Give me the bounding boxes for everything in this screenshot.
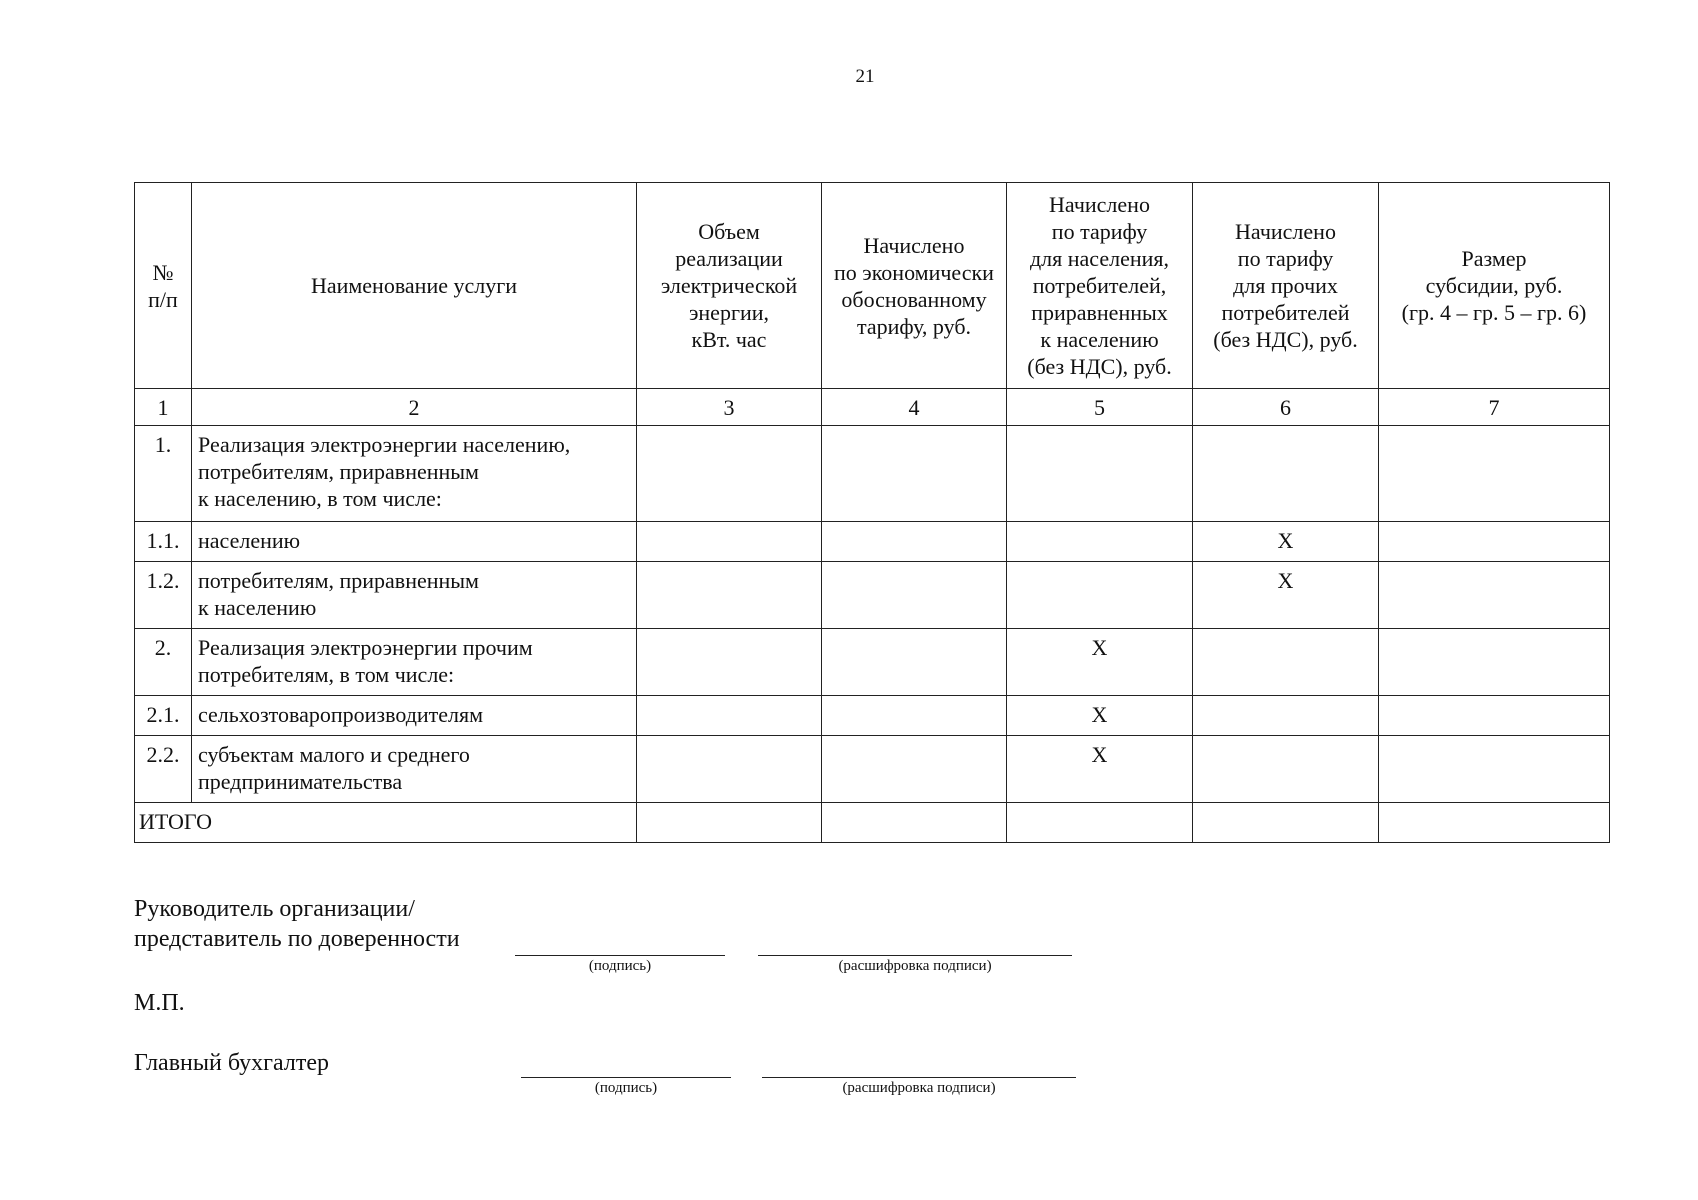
data-cell-col-7 <box>1379 562 1610 629</box>
data-cell-col-6: X <box>1193 522 1379 562</box>
data-cell-col-5 <box>1007 426 1193 522</box>
head-signature-caption: (подпись) <box>588 958 652 974</box>
data-cell-col-7 <box>1379 426 1610 522</box>
service-name: Реализация электроэнергии прочим потребителям, в том числе: <box>192 629 637 696</box>
column-number-6: 6 <box>1193 389 1379 426</box>
data-cell-col-7 <box>1379 696 1610 736</box>
column-header-2: Наименование услуги <box>192 183 637 389</box>
data-cell-col-7 <box>1379 522 1610 562</box>
data-cell-col-6 <box>1193 696 1379 736</box>
data-cell-col-5 <box>1007 562 1193 629</box>
data-cell-col-5 <box>1007 522 1193 562</box>
column-number-3: 3 <box>637 389 822 426</box>
row-number: 1. <box>135 426 192 522</box>
accountant-label: Главный бухгалтер <box>134 1050 329 1076</box>
column-header-6: Начислено по тарифу для прочих потребителей (без НДС), руб. <box>1193 183 1379 389</box>
data-cell-col-4 <box>822 629 1007 696</box>
column-number-5: 5 <box>1007 389 1193 426</box>
head-decoding-line <box>758 955 1072 956</box>
column-number-4: 4 <box>822 389 1007 426</box>
head-label-line1: Руководитель организации/ <box>134 896 415 922</box>
service-name: субъектам малого и среднего предпринимательства <box>192 736 637 803</box>
data-cell-col-7 <box>1379 736 1610 803</box>
service-name: населению <box>192 522 637 562</box>
column-header-5: Начислено по тарифу для населения, потребителей, приравненных к населению (без НДС), руб. <box>1007 183 1193 389</box>
data-cell-col-6 <box>1193 629 1379 696</box>
column-header-7: Размер субсидии, руб. (гр. 4 – гр. 5 – гр. 6) <box>1379 183 1610 389</box>
page-number: 21 <box>855 66 875 87</box>
head-label-line2: представитель по доверенности <box>134 926 460 952</box>
service-name: потребителям, приравненным к населению <box>192 562 637 629</box>
data-cell-col-6 <box>1193 426 1379 522</box>
data-cell-col-3 <box>637 736 822 803</box>
data-cell-col-3 <box>637 426 822 522</box>
column-header-3: Объем реализации электрической энергии, кВт. час <box>637 183 822 389</box>
data-cell-col-3 <box>637 629 822 696</box>
data-cell-col-4 <box>822 736 1007 803</box>
data-cell-col-3 <box>637 522 822 562</box>
row-number: 1.1. <box>135 522 192 562</box>
row-number: 1.2. <box>135 562 192 629</box>
subsidy-table <box>134 182 1610 843</box>
data-cell-col-4 <box>822 426 1007 522</box>
data-cell-col-6 <box>1193 736 1379 803</box>
total-cell-col-5 <box>1007 803 1193 843</box>
total-cell-col-4 <box>822 803 1007 843</box>
total-label: ИТОГО <box>135 803 637 843</box>
row-number: 2. <box>135 629 192 696</box>
data-cell-col-5: X <box>1007 696 1193 736</box>
table-body <box>135 389 1610 843</box>
head-decoding-caption: (расшифровка подписи) <box>838 958 992 974</box>
data-cell-col-7 <box>1379 629 1610 696</box>
accountant-decoding-caption: (расшифровка подписи) <box>842 1080 996 1096</box>
service-name: Реализация электроэнергии населению, потребителям, приравненным к населению, в том числе: <box>192 426 637 522</box>
column-header-1: № п/п <box>135 183 192 389</box>
head-signature-line <box>515 955 725 956</box>
row-number: 2.2. <box>135 736 192 803</box>
column-numbers-row <box>135 389 1610 426</box>
data-cell-col-4 <box>822 562 1007 629</box>
header-row <box>135 183 1610 389</box>
column-number-7: 7 <box>1379 389 1610 426</box>
data-cell-col-3 <box>637 562 822 629</box>
data-cell-col-3 <box>637 696 822 736</box>
data-cell-col-4 <box>822 522 1007 562</box>
total-cell-col-3 <box>637 803 822 843</box>
table-row <box>135 736 1610 803</box>
table-row <box>135 426 1610 522</box>
data-cell-col-6: X <box>1193 562 1379 629</box>
data-cell-col-4 <box>822 696 1007 736</box>
column-number-2: 2 <box>192 389 637 426</box>
accountant-signature-caption: (подпись) <box>594 1080 658 1096</box>
column-number-1: 1 <box>135 389 192 426</box>
accountant-signature-line <box>521 1077 731 1078</box>
data-cell-col-5: X <box>1007 629 1193 696</box>
table-row <box>135 522 1610 562</box>
total-cell-col-6 <box>1193 803 1379 843</box>
service-name: сельхозтоваропроизводителям <box>192 696 637 736</box>
table-row <box>135 562 1610 629</box>
accountant-decoding-line <box>762 1077 1076 1078</box>
table-row <box>135 696 1610 736</box>
table-row <box>135 629 1610 696</box>
total-cell-col-7 <box>1379 803 1610 843</box>
data-cell-col-5: X <box>1007 736 1193 803</box>
total-row <box>135 803 1610 843</box>
column-header-4: Начислено по экономически обоснованному тарифу, руб. <box>822 183 1007 389</box>
stamp-label: М.П. <box>134 990 185 1016</box>
row-number: 2.1. <box>135 696 192 736</box>
